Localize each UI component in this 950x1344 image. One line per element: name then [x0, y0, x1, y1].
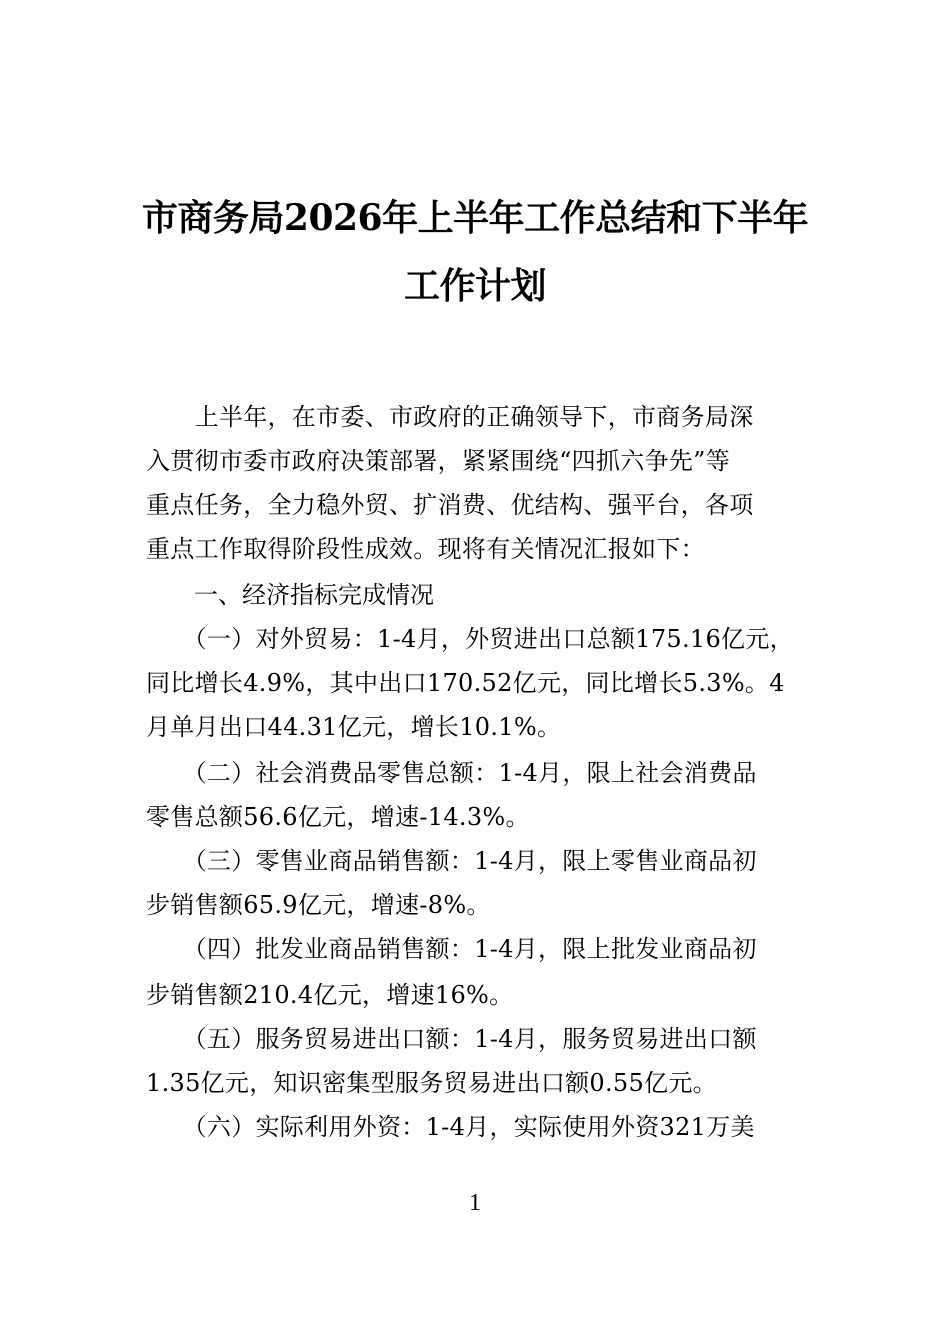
document-title-line-1: 市商务局2026年上半年工作总结和下半年: [141, 197, 809, 239]
page-number: 1: [469, 1190, 481, 1216]
item-line: 步销售额65.9亿元，增速-8%。: [146, 891, 491, 919]
item-line: （一）对外贸易：1-4月，外贸进出口总额175.16亿元，: [146, 625, 794, 653]
item-line: 月单月出口44.31亿元，增长10.1%。: [146, 713, 562, 741]
item-line: （四）批发业商品销售额：1-4月，限上批发业商品初: [146, 935, 757, 963]
item-line: （二）社会消费品零售总额：1-4月，限上社会消费品: [146, 759, 757, 787]
item-line: 步销售额210.4亿元，增速16%。: [146, 981, 514, 1009]
document-title-line-2: 工作计划: [403, 265, 546, 307]
item-line: （三）零售业商品销售额：1-4月，限上零售业商品初: [146, 847, 757, 875]
item-line: 1.35亿元，知识密集型服务贸易进出口额0.55亿元。: [146, 1069, 717, 1097]
item-line: （六）实际利用外资：1-4月，实际使用外资321万美: [146, 1113, 755, 1141]
intro-line: 上半年，在市委、市政府的正确领导下，市商务局深: [146, 403, 754, 431]
item-line: 同比增长4.9%，其中出口170.52亿元，同比增长5.3%。4: [146, 669, 785, 697]
item-line: 零售总额56.6亿元，增速-14.3%。: [146, 803, 530, 831]
section-heading: 一、经济指标完成情况: [194, 581, 434, 609]
intro-line: 入贯彻市委市政府决策部署，紧紧围绕“四抓六争先”等: [146, 447, 731, 475]
item-line: （五）服务贸易进出口额：1-4月，服务贸易进出口额: [146, 1025, 757, 1053]
intro-line: 重点工作取得阶段性成效。现将有关情况汇报如下：: [146, 535, 705, 563]
intro-line: 重点任务，全力稳外贸、扩消费、优结构、强平台，各项: [146, 491, 754, 519]
